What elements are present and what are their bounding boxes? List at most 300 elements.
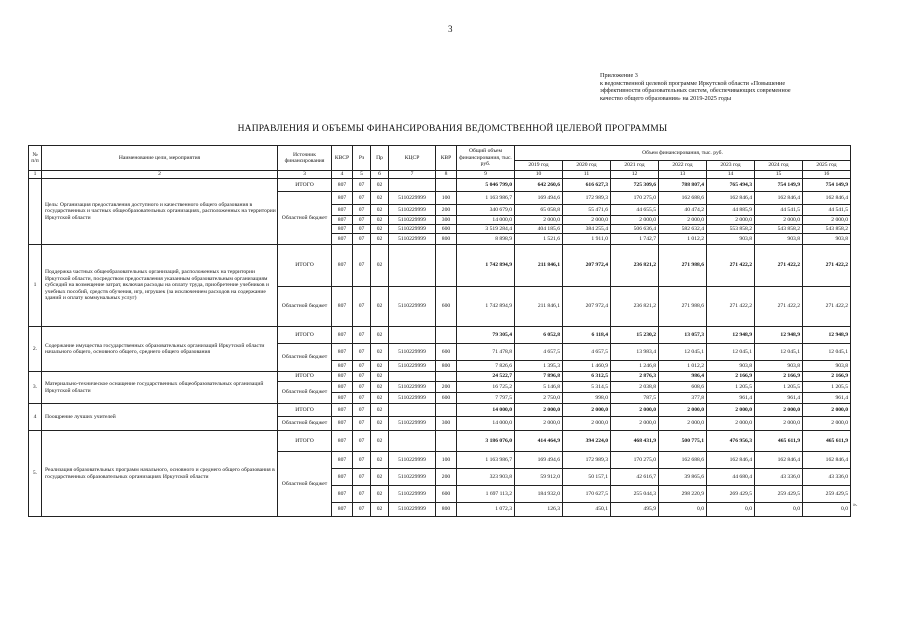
appendix-line: к ведомственной целевой программе Иркутской области «Повышение xyxy=(600,79,786,87)
header-rz: Рз xyxy=(353,146,371,171)
ksr-code: 807 xyxy=(332,245,353,287)
header-year: 2020 год xyxy=(563,161,611,171)
year-amount: 465 611,9 xyxy=(755,431,803,452)
kcsr-code xyxy=(389,404,436,417)
year-amount: 903,8 xyxy=(755,234,803,245)
rz-code: 07 xyxy=(353,469,371,486)
kvr-code: 800 xyxy=(436,361,457,372)
year-amount: 170 627,5 xyxy=(563,486,611,503)
kvr-code: 600 xyxy=(436,486,457,503)
year-amount: 1 742,7 xyxy=(611,234,659,245)
year-amount: 2 876,3 xyxy=(611,372,659,382)
year-amount: 2 000,0 xyxy=(659,417,707,431)
pr-code: 02 xyxy=(371,205,389,216)
year-amount: 0,0 xyxy=(659,503,707,517)
year-amount: 162 846,4 xyxy=(755,452,803,469)
total-amount: 24 522,7 xyxy=(457,372,515,382)
rz-code: 07 xyxy=(353,327,371,344)
rz-code: 07 xyxy=(353,404,371,417)
header-pr: Пр xyxy=(371,146,389,171)
year-amount: 6 312,5 xyxy=(563,372,611,382)
ksr-code: 807 xyxy=(332,503,353,517)
column-number: 2 xyxy=(42,171,278,179)
year-amount: 65 058,8 xyxy=(515,205,563,216)
year-amount: 2 000,0 xyxy=(755,404,803,417)
year-amount: 44 655,5 xyxy=(611,205,659,216)
year-amount: 211 846,1 xyxy=(515,245,563,287)
year-amount: 2 000,0 xyxy=(515,216,563,225)
year-amount: 271 422,2 xyxy=(707,245,755,287)
year-amount: 2 000,0 xyxy=(707,216,755,225)
year-amount: 1 395,3 xyxy=(515,361,563,372)
pr-code: 02 xyxy=(371,486,389,503)
header-year: 2019 год xyxy=(515,161,563,171)
column-number: 3 xyxy=(278,171,332,179)
year-amount: 2 000,0 xyxy=(515,404,563,417)
column-number: 4 xyxy=(332,171,353,179)
year-amount: 298 220,9 xyxy=(659,486,707,503)
year-amount: 59 912,0 xyxy=(515,469,563,486)
funding-source: ИТОГО xyxy=(278,179,332,192)
row-name: Поддержка частных общеобразовательных организаций, расположенных на территории Иркутской области, посредством предоставления указанным образовательным организациям субсидий на возмещение затрат, включая расходы на оплату труда, приобретение учебников и учебных пособий, средств обучения, игр, игрушек (за исключением расходов на содержание зданий и оплату коммунальных услуг) xyxy=(42,245,278,327)
total-amount: 14 000,0 xyxy=(457,417,515,431)
year-amount: 207 972,4 xyxy=(563,287,611,327)
year-amount: 12 045,1 xyxy=(659,344,707,361)
header-total: Общий объем финансирования, тыс. руб. xyxy=(457,146,515,171)
year-amount: 998,0 xyxy=(563,393,611,404)
year-amount: 255 044,3 xyxy=(611,486,659,503)
kvr-code xyxy=(436,179,457,192)
total-amount: 16 725,2 xyxy=(457,382,515,393)
ksr-code: 807 xyxy=(332,225,353,234)
year-amount: 170 275,0 xyxy=(611,192,659,205)
year-amount: 2 038,8 xyxy=(611,382,659,393)
rz-code: 07 xyxy=(353,216,371,225)
kvr-code: 600 xyxy=(436,344,457,361)
rz-code: 07 xyxy=(353,205,371,216)
year-amount: 903,8 xyxy=(803,234,851,245)
appendix-line: качество общего образования» на 2019-2025 годы xyxy=(600,94,732,102)
year-amount: 13 983,4 xyxy=(611,344,659,361)
total-amount: 7 797,5 xyxy=(457,393,515,404)
kvr-code: 300 xyxy=(436,216,457,225)
row-number: 2. xyxy=(29,327,42,372)
year-amount: 450,1 xyxy=(563,503,611,517)
year-amount: 903,8 xyxy=(803,361,851,372)
kcsr-code: 5110229999 xyxy=(389,469,436,486)
pr-code: 02 xyxy=(371,225,389,234)
year-amount: 1 911,0 xyxy=(563,234,611,245)
year-amount: 259 429,5 xyxy=(803,486,851,503)
rz-code: 07 xyxy=(353,452,371,469)
rz-code: 07 xyxy=(353,486,371,503)
kvr-code: 200 xyxy=(436,205,457,216)
year-amount: 12 948,9 xyxy=(803,327,851,344)
total-amount: 323 903,8 xyxy=(457,469,515,486)
year-amount: 2 000,0 xyxy=(707,417,755,431)
year-amount: 2 000,0 xyxy=(563,404,611,417)
table-row xyxy=(29,179,851,192)
ksr-code: 807 xyxy=(332,234,353,245)
pr-code: 02 xyxy=(371,431,389,452)
year-amount: 642 260,6 xyxy=(515,179,563,192)
year-amount: 961,4 xyxy=(707,393,755,404)
year-amount: 495,9 xyxy=(611,503,659,517)
year-amount: 40 474,2 xyxy=(659,205,707,216)
year-amount: 2 750,0 xyxy=(515,393,563,404)
rz-code: 07 xyxy=(353,245,371,287)
year-amount: 12 948,9 xyxy=(755,327,803,344)
year-amount: 754 149,9 xyxy=(803,179,851,192)
year-amount: 7 896,8 xyxy=(515,372,563,382)
rz-code: 07 xyxy=(353,503,371,517)
ksr-code: 807 xyxy=(332,486,353,503)
rz-code: 07 xyxy=(353,192,371,205)
ksr-code: 807 xyxy=(332,452,353,469)
year-amount: 4 657,5 xyxy=(563,344,611,361)
column-number: 1 xyxy=(29,171,42,179)
table-row xyxy=(29,245,851,287)
pr-code: 02 xyxy=(371,216,389,225)
year-amount: 2 000,0 xyxy=(611,417,659,431)
rz-code: 07 xyxy=(353,344,371,361)
year-amount: 2 000,0 xyxy=(611,216,659,225)
kvr-code xyxy=(436,404,457,417)
rz-code: 07 xyxy=(353,417,371,431)
total-amount: 1 072,3 xyxy=(457,503,515,517)
year-amount: 1 205,5 xyxy=(803,382,851,393)
year-amount: 2 000,0 xyxy=(803,216,851,225)
row-number xyxy=(29,179,42,245)
total-amount: 1 742 894,9 xyxy=(457,287,515,327)
pr-code: 02 xyxy=(371,361,389,372)
ksr-code: 807 xyxy=(332,216,353,225)
kvr-code: 800 xyxy=(436,503,457,517)
ksr-code: 807 xyxy=(332,404,353,417)
kcsr-code xyxy=(389,431,436,452)
funding-source: ИТОГО xyxy=(278,404,332,417)
rz-code: 07 xyxy=(353,393,371,404)
year-amount: 44 885,9 xyxy=(707,205,755,216)
pr-code: 02 xyxy=(371,393,389,404)
rz-code: 07 xyxy=(353,287,371,327)
year-amount: 961,4 xyxy=(755,393,803,404)
pr-code: 02 xyxy=(371,372,389,382)
year-amount: 582 632,4 xyxy=(659,225,707,234)
year-amount: 553 858,2 xyxy=(707,225,755,234)
kvr-code xyxy=(436,372,457,382)
year-amount: 616 627,3 xyxy=(563,179,611,192)
page-number: 3 xyxy=(448,24,453,34)
column-number: 11 xyxy=(563,171,611,179)
table-row xyxy=(29,431,851,452)
year-amount: 162 846,4 xyxy=(803,452,851,469)
year-amount: 207 972,4 xyxy=(563,245,611,287)
kvr-code: 200 xyxy=(436,382,457,393)
header-year: 2025 год xyxy=(803,161,851,171)
financing-table xyxy=(28,145,851,517)
table-row xyxy=(29,372,851,382)
kvr-code: 600 xyxy=(436,225,457,234)
kcsr-code xyxy=(389,327,436,344)
total-amount: 14 000,0 xyxy=(457,216,515,225)
year-amount: 271 422,2 xyxy=(755,245,803,287)
pr-code: 02 xyxy=(371,344,389,361)
kvr-code: 100 xyxy=(436,452,457,469)
ksr-code: 807 xyxy=(332,179,353,192)
ksr-code: 807 xyxy=(332,192,353,205)
year-amount: 162 688,6 xyxy=(659,192,707,205)
kvr-code: 600 xyxy=(436,287,457,327)
funding-source: Областной бюджет xyxy=(278,417,332,431)
year-amount: 377,8 xyxy=(659,393,707,404)
year-amount: 2 166,9 xyxy=(755,372,803,382)
column-number: 15 xyxy=(755,171,803,179)
year-amount: 500 775,1 xyxy=(659,431,707,452)
pr-code: 02 xyxy=(371,452,389,469)
trailing-mark: ». xyxy=(853,502,858,508)
year-amount: 184 932,0 xyxy=(515,486,563,503)
year-amount: 12 045,1 xyxy=(803,344,851,361)
year-amount: 1 205,5 xyxy=(755,382,803,393)
year-amount: 6 118,4 xyxy=(563,327,611,344)
funding-source: Областной бюджет xyxy=(278,452,332,517)
appendix-line: Приложение 3 xyxy=(600,72,638,79)
year-amount: 271 422,2 xyxy=(803,245,851,287)
kvr-code: 300 xyxy=(436,417,457,431)
pr-code: 02 xyxy=(371,404,389,417)
total-amount: 5 046 799,0 xyxy=(457,179,515,192)
year-amount: 4 657,5 xyxy=(515,344,563,361)
total-amount: 3 186 076,0 xyxy=(457,431,515,452)
column-number: 10 xyxy=(515,171,563,179)
year-amount: 162 846,4 xyxy=(707,192,755,205)
year-amount: 2 000,0 xyxy=(563,216,611,225)
rz-code: 07 xyxy=(353,372,371,382)
year-amount: 12 045,1 xyxy=(755,344,803,361)
year-amount: 39 865,6 xyxy=(659,469,707,486)
year-amount: 788 807,4 xyxy=(659,179,707,192)
rz-code: 07 xyxy=(353,234,371,245)
year-amount: 2 166,9 xyxy=(803,372,851,382)
pr-code: 02 xyxy=(371,287,389,327)
funding-source: ИТОГО xyxy=(278,327,332,344)
year-amount: 754 149,9 xyxy=(755,179,803,192)
year-amount: 271 422,2 xyxy=(707,287,755,327)
year-amount: 2 000,0 xyxy=(659,216,707,225)
year-amount: 543 858,2 xyxy=(755,225,803,234)
year-amount: 271 988,6 xyxy=(659,287,707,327)
ksr-code: 807 xyxy=(332,205,353,216)
year-amount: 465 611,9 xyxy=(803,431,851,452)
funding-source: Областной бюджет xyxy=(278,287,332,327)
pr-code: 02 xyxy=(371,327,389,344)
total-amount: 1 697 113,2 xyxy=(457,486,515,503)
year-amount: 2 000,0 xyxy=(803,417,851,431)
header-volume: Объем финансирования, тыс. руб. xyxy=(515,146,851,161)
kcsr-code: 5110229999 xyxy=(389,503,436,517)
funding-source: ИТОГО xyxy=(278,245,332,287)
year-amount: 404 185,6 xyxy=(515,225,563,234)
pr-code: 02 xyxy=(371,179,389,192)
year-amount: 765 494,3 xyxy=(707,179,755,192)
year-amount: 0,0 xyxy=(755,503,803,517)
kvr-code: 600 xyxy=(436,393,457,404)
kvr-code xyxy=(436,327,457,344)
year-amount: 787,5 xyxy=(611,393,659,404)
row-name: Поощрение лучших учителей xyxy=(42,404,278,431)
year-amount: 15 230,2 xyxy=(611,327,659,344)
total-amount: 1 742 894,9 xyxy=(457,245,515,287)
total-amount: 79 305,4 xyxy=(457,327,515,344)
year-amount: 2 000,0 xyxy=(515,417,563,431)
total-amount: 14 000,0 xyxy=(457,404,515,417)
header-kcsr: КЦСР xyxy=(389,146,436,171)
year-amount: 1 205,5 xyxy=(707,382,755,393)
table-row xyxy=(29,404,851,417)
year-amount: 903,8 xyxy=(707,234,755,245)
year-amount: 271 422,2 xyxy=(803,287,851,327)
year-amount: 986,4 xyxy=(659,372,707,382)
rz-code: 07 xyxy=(353,361,371,372)
column-number: 12 xyxy=(611,171,659,179)
pr-code: 02 xyxy=(371,245,389,287)
column-number: 8 xyxy=(436,171,457,179)
appendix-line: эффективности образовательных систем, обеспечивающих современное xyxy=(600,87,791,95)
kvr-code: 800 xyxy=(436,234,457,245)
year-amount: 169 494,6 xyxy=(515,452,563,469)
year-amount: 13 057,3 xyxy=(659,327,707,344)
ksr-code: 807 xyxy=(332,469,353,486)
year-amount: 903,8 xyxy=(707,361,755,372)
kvr-code: 200 xyxy=(436,469,457,486)
year-amount: 126,3 xyxy=(515,503,563,517)
funding-source: ИТОГО xyxy=(278,431,332,452)
appendix-note xyxy=(600,72,860,102)
kcsr-code: 5110229999 xyxy=(389,452,436,469)
kcsr-code: 5110229999 xyxy=(389,205,436,216)
pr-code: 02 xyxy=(371,234,389,245)
year-amount: 271 988,6 xyxy=(659,245,707,287)
year-amount: 42 616,7 xyxy=(611,469,659,486)
funding-source: Областной бюджет xyxy=(278,382,332,404)
document-title: НАПРАВЛЕНИЯ И ОБЪЕМЫ ФИНАНСИРОВАНИЯ ВЕДОМСТВЕННОЙ ЦЕЛЕВОЙ ПРОГРАММЫ xyxy=(237,124,668,134)
header-year: 2024 год xyxy=(755,161,803,171)
ksr-code: 807 xyxy=(332,417,353,431)
kcsr-code: 5110229999 xyxy=(389,287,436,327)
total-amount: 1 163 986,7 xyxy=(457,452,515,469)
row-name: Материально-техническое оснащение государственных общеобразовательных организаций Иркутской области xyxy=(42,372,278,404)
ksr-code: 807 xyxy=(332,287,353,327)
pr-code: 02 xyxy=(371,503,389,517)
year-amount: 1 460,9 xyxy=(563,361,611,372)
year-amount: 384 255,4 xyxy=(563,225,611,234)
year-amount: 236 821,2 xyxy=(611,287,659,327)
kvr-code: 100 xyxy=(436,192,457,205)
year-amount: 43 336,0 xyxy=(755,469,803,486)
kcsr-code xyxy=(389,179,436,192)
kvr-code xyxy=(436,245,457,287)
year-amount: 1 246,8 xyxy=(611,361,659,372)
kcsr-code: 5110229999 xyxy=(389,344,436,361)
year-amount: 169 494,6 xyxy=(515,192,563,205)
year-amount: 2 000,0 xyxy=(755,417,803,431)
pr-code: 02 xyxy=(371,192,389,205)
total-amount: 340 679,0 xyxy=(457,205,515,216)
column-number: 6 xyxy=(371,171,389,179)
table-row xyxy=(29,327,851,344)
pr-code: 02 xyxy=(371,417,389,431)
ksr-code: 807 xyxy=(332,327,353,344)
year-amount: 961,4 xyxy=(803,393,851,404)
header-ksr: КВСР xyxy=(332,146,353,171)
rz-code: 07 xyxy=(353,179,371,192)
row-number: 5. xyxy=(29,431,42,517)
rz-code: 07 xyxy=(353,382,371,393)
year-amount: 6 052,8 xyxy=(515,327,563,344)
year-amount: 2 166,9 xyxy=(707,372,755,382)
rz-code: 07 xyxy=(353,225,371,234)
row-number: 1 xyxy=(29,245,42,327)
year-amount: 2 000,0 xyxy=(611,404,659,417)
total-amount: 8 898,9 xyxy=(457,234,515,245)
kcsr-code: 5110229999 xyxy=(389,234,436,245)
total-amount: 71 478,8 xyxy=(457,344,515,361)
column-number: 5 xyxy=(353,171,371,179)
year-amount: 12 045,1 xyxy=(707,344,755,361)
pr-code: 02 xyxy=(371,382,389,393)
year-amount: 2 000,0 xyxy=(659,404,707,417)
rz-code: 07 xyxy=(353,431,371,452)
year-amount: 506 636,4 xyxy=(611,225,659,234)
pr-code: 02 xyxy=(371,469,389,486)
year-amount: 259 429,5 xyxy=(755,486,803,503)
year-amount: 0,0 xyxy=(803,503,851,517)
kcsr-code: 5110229999 xyxy=(389,216,436,225)
kcsr-code xyxy=(389,245,436,287)
year-amount: 2 000,0 xyxy=(563,417,611,431)
year-amount: 50 157,1 xyxy=(563,469,611,486)
year-amount: 44 541,5 xyxy=(755,205,803,216)
year-amount: 55 471,6 xyxy=(563,205,611,216)
kcsr-code: 5110229999 xyxy=(389,486,436,503)
year-amount: 414 464,9 xyxy=(515,431,563,452)
kcsr-code: 5110229999 xyxy=(389,192,436,205)
year-amount: 5 146,8 xyxy=(515,382,563,393)
kcsr-code: 5110229999 xyxy=(389,361,436,372)
total-amount: 1 163 986,7 xyxy=(457,192,515,205)
header-kvr: КВР xyxy=(436,146,457,171)
column-number: 9 xyxy=(457,171,515,179)
ksr-code: 807 xyxy=(332,393,353,404)
year-amount: 476 956,3 xyxy=(707,431,755,452)
header-num: № п/п xyxy=(29,146,42,171)
year-amount: 170 275,0 xyxy=(611,452,659,469)
ksr-code: 807 xyxy=(332,361,353,372)
row-number: 4 xyxy=(29,404,42,431)
year-amount: 1 012,2 xyxy=(659,361,707,372)
year-amount: 271 422,2 xyxy=(755,287,803,327)
kcsr-code xyxy=(389,372,436,382)
year-amount: 162 688,6 xyxy=(659,452,707,469)
ksr-code: 807 xyxy=(332,372,353,382)
year-amount: 162 846,4 xyxy=(803,192,851,205)
column-number: 7 xyxy=(389,171,436,179)
year-amount: 903,8 xyxy=(755,361,803,372)
kcsr-code: 5110229999 xyxy=(389,393,436,404)
row-number: 3. xyxy=(29,372,42,404)
total-amount: 7 826,6 xyxy=(457,361,515,372)
